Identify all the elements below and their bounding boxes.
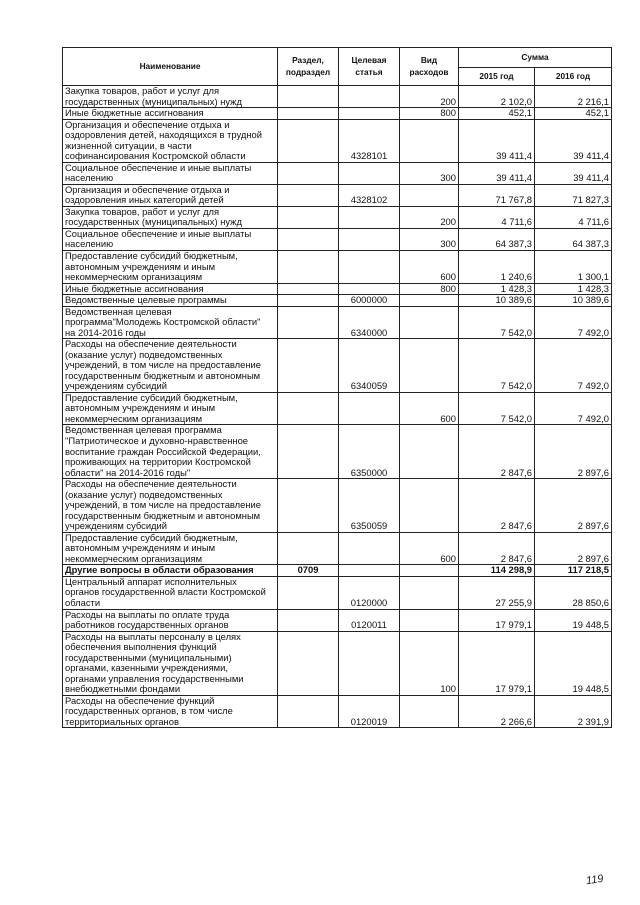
cell-y2015: 2 847,6 (459, 479, 535, 533)
table-row (63, 250, 612, 283)
cell-section (278, 576, 339, 609)
cell-name: Организация и обеспечение отдыха и оздоровления иных категорий детей (63, 184, 278, 206)
cell-name: Ведомственная целевая программа"Молодежь Костромской области" на 2014-2016 годы (63, 306, 278, 339)
cell-name: Иные бюджетные ассигнования (63, 283, 278, 295)
cell-y2015: 452,1 (459, 108, 535, 120)
cell-section (278, 392, 339, 425)
cell-y2016: 7 492,0 (535, 339, 612, 393)
cell-y2015: 2 102,0 (459, 86, 535, 108)
cell-section (278, 108, 339, 120)
header-year-2015: 2015 год (459, 68, 535, 86)
header-name: Наименование (63, 48, 278, 86)
cell-type: 800 (400, 283, 459, 295)
table-row (63, 479, 612, 533)
cell-type (400, 425, 459, 479)
cell-y2015: 4 711,6 (459, 206, 535, 228)
cell-type: 300 (400, 162, 459, 184)
cell-target (339, 108, 400, 120)
cell-name: Расходы на обеспечение функций государственных органов, в том числе территориальных органов (63, 695, 278, 728)
cell-y2015: 7 542,0 (459, 306, 535, 339)
cell-type: 200 (400, 206, 459, 228)
cell-y2016: 2 897,6 (535, 425, 612, 479)
cell-section (278, 306, 339, 339)
table-row (63, 609, 612, 631)
cell-section (278, 250, 339, 283)
cell-target: 4328101 (339, 119, 400, 162)
cell-y2015: 39 411,4 (459, 162, 535, 184)
cell-target (339, 162, 400, 184)
cell-name: Закупка товаров, работ и услуг для государственных (муниципальных) нужд (63, 86, 278, 108)
cell-name: Закупка товаров, работ и услуг для государственных (муниципальных) нужд (63, 206, 278, 228)
cell-type (400, 184, 459, 206)
cell-y2015: 2 266,6 (459, 695, 535, 728)
cell-name: Иные бюджетные ассигнования (63, 108, 278, 120)
budget-table (62, 47, 612, 728)
cell-section (278, 162, 339, 184)
cell-section (278, 425, 339, 479)
table-row (63, 695, 612, 728)
cell-y2016: 2 897,6 (535, 479, 612, 533)
header-target: Целевая статья (339, 48, 400, 86)
cell-y2016: 452,1 (535, 108, 612, 120)
header-section: Раздел, подраздел (278, 48, 339, 86)
cell-y2016: 7 492,0 (535, 306, 612, 339)
cell-type (400, 576, 459, 609)
cell-type: 600 (400, 250, 459, 283)
cell-y2016: 1 300,1 (535, 250, 612, 283)
cell-y2015: 114 298,9 (459, 565, 535, 577)
cell-y2016: 39 411,4 (535, 162, 612, 184)
page-number: 119 (585, 872, 605, 888)
cell-y2015: 2 847,6 (459, 425, 535, 479)
cell-section (278, 119, 339, 162)
table-row (63, 631, 612, 695)
table-row (63, 119, 612, 162)
cell-y2016: 117 218,5 (535, 565, 612, 577)
cell-y2016: 39 411,4 (535, 119, 612, 162)
cell-target (339, 392, 400, 425)
cell-y2015: 10 389,6 (459, 295, 535, 307)
cell-name: Ведомственная целевая программа "Патриотическое и духовно-нравственное воспитание граждан Российской Федерации, проживающих на территории Костромской области" на 2014-2016 годы" (63, 425, 278, 479)
cell-section (278, 86, 339, 108)
cell-target: 6350059 (339, 479, 400, 533)
table-body (63, 86, 612, 728)
table-row (63, 108, 612, 120)
cell-y2015: 17 979,1 (459, 609, 535, 631)
cell-y2016: 71 827,3 (535, 184, 612, 206)
cell-section (278, 295, 339, 307)
cell-type (400, 479, 459, 533)
cell-type: 800 (400, 108, 459, 120)
cell-target (339, 565, 400, 577)
cell-y2015: 27 255,9 (459, 576, 535, 609)
table-row (63, 339, 612, 393)
cell-name: Другие вопросы в области образования (63, 565, 278, 577)
cell-y2016: 19 448,5 (535, 631, 612, 695)
cell-name: Социальное обеспечение и иные выплаты населению (63, 228, 278, 250)
cell-section (278, 184, 339, 206)
cell-target: 0120011 (339, 609, 400, 631)
cell-y2015: 1 428,3 (459, 283, 535, 295)
cell-name: Расходы на выплаты персоналу в целях обеспечения выполнения функций государственными (муниципальными) органами, казенными учреждениями, органами управления государственными внебюджетными фондами (63, 631, 278, 695)
cell-type: 600 (400, 532, 459, 565)
cell-type (400, 339, 459, 393)
cell-section: 0709 (278, 565, 339, 577)
cell-target (339, 86, 400, 108)
cell-name: Ведомственные целевые программы (63, 295, 278, 307)
cell-section (278, 695, 339, 728)
cell-name: Предоставление субсидий бюджетным, автономным учреждениям и иным некоммерческим организациям (63, 392, 278, 425)
table-row (63, 184, 612, 206)
cell-target (339, 283, 400, 295)
cell-section (278, 609, 339, 631)
cell-y2016: 2 391,9 (535, 695, 612, 728)
table-row (63, 228, 612, 250)
cell-target (339, 250, 400, 283)
cell-target (339, 631, 400, 695)
cell-y2015: 71 767,8 (459, 184, 535, 206)
cell-target (339, 532, 400, 565)
cell-y2015: 1 240,6 (459, 250, 535, 283)
cell-type (400, 295, 459, 307)
cell-y2015: 7 542,0 (459, 339, 535, 393)
cell-target (339, 206, 400, 228)
cell-name: Организация и обеспечение отдыха и оздоровления детей, находящихся в трудной жизненной ситуации, в части софинансирования Костромской области (63, 119, 278, 162)
cell-type: 600 (400, 392, 459, 425)
cell-target: 0120019 (339, 695, 400, 728)
cell-y2016: 2 216,1 (535, 86, 612, 108)
cell-y2016: 64 387,3 (535, 228, 612, 250)
cell-type (400, 565, 459, 577)
cell-section (278, 206, 339, 228)
cell-section (278, 283, 339, 295)
header-sum: Сумма (459, 48, 612, 68)
cell-type: 300 (400, 228, 459, 250)
table-row (63, 576, 612, 609)
table-header (63, 48, 612, 86)
table-row (63, 565, 612, 577)
cell-section (278, 532, 339, 565)
cell-y2015: 39 411,4 (459, 119, 535, 162)
cell-y2015: 2 847,6 (459, 532, 535, 565)
cell-y2016: 10 389,6 (535, 295, 612, 307)
cell-section (278, 631, 339, 695)
cell-y2016: 28 850,6 (535, 576, 612, 609)
table-row (63, 532, 612, 565)
cell-type: 100 (400, 631, 459, 695)
cell-name: Предоставление субсидий бюджетным, автономным учреждениям и иным некоммерческим организациям (63, 250, 278, 283)
table-row (63, 295, 612, 307)
table-row (63, 86, 612, 108)
cell-section (278, 339, 339, 393)
cell-type (400, 119, 459, 162)
cell-target: 6000000 (339, 295, 400, 307)
table-row (63, 392, 612, 425)
cell-name: Предоставление субсидий бюджетным, автономным учреждениям и иным некоммерческим организациям (63, 532, 278, 565)
cell-y2015: 64 387,3 (459, 228, 535, 250)
table-row (63, 162, 612, 184)
cell-y2016: 2 897,6 (535, 532, 612, 565)
table-row (63, 306, 612, 339)
cell-type: 200 (400, 86, 459, 108)
cell-type (400, 306, 459, 339)
table-row (63, 425, 612, 479)
cell-y2015: 17 979,1 (459, 631, 535, 695)
cell-name: Расходы на обеспечение деятельности (оказание услуг) подведомственных учреждений, в том числе на предоставление государственным бюджетным и автономным учреждениям субсидий (63, 479, 278, 533)
cell-y2016: 1 428,3 (535, 283, 612, 295)
cell-type (400, 609, 459, 631)
header-type: Вид расходов (400, 48, 459, 86)
cell-target: 4328102 (339, 184, 400, 206)
cell-section (278, 479, 339, 533)
cell-section (278, 228, 339, 250)
cell-y2016: 4 711,6 (535, 206, 612, 228)
cell-name: Социальное обеспечение и иные выплаты населению (63, 162, 278, 184)
table-row (63, 206, 612, 228)
table-row (63, 283, 612, 295)
cell-name: Центральный аппарат исполнительных органов государственной власти Костромской области (63, 576, 278, 609)
cell-name: Расходы на выплаты по оплате труда работников государственных органов (63, 609, 278, 631)
cell-target: 6340059 (339, 339, 400, 393)
cell-target: 6340000 (339, 306, 400, 339)
cell-y2015: 7 542,0 (459, 392, 535, 425)
header-year-2016: 2016 год (535, 68, 612, 86)
cell-y2016: 19 448,5 (535, 609, 612, 631)
cell-type (400, 695, 459, 728)
cell-target: 0120000 (339, 576, 400, 609)
cell-target (339, 228, 400, 250)
cell-target: 6350000 (339, 425, 400, 479)
cell-y2016: 7 492,0 (535, 392, 612, 425)
cell-name: Расходы на обеспечение деятельности (оказание услуг) подведомственных учреждений, в том числе на предоставление государственным бюджетным и автономным учреждениям субсидий (63, 339, 278, 393)
